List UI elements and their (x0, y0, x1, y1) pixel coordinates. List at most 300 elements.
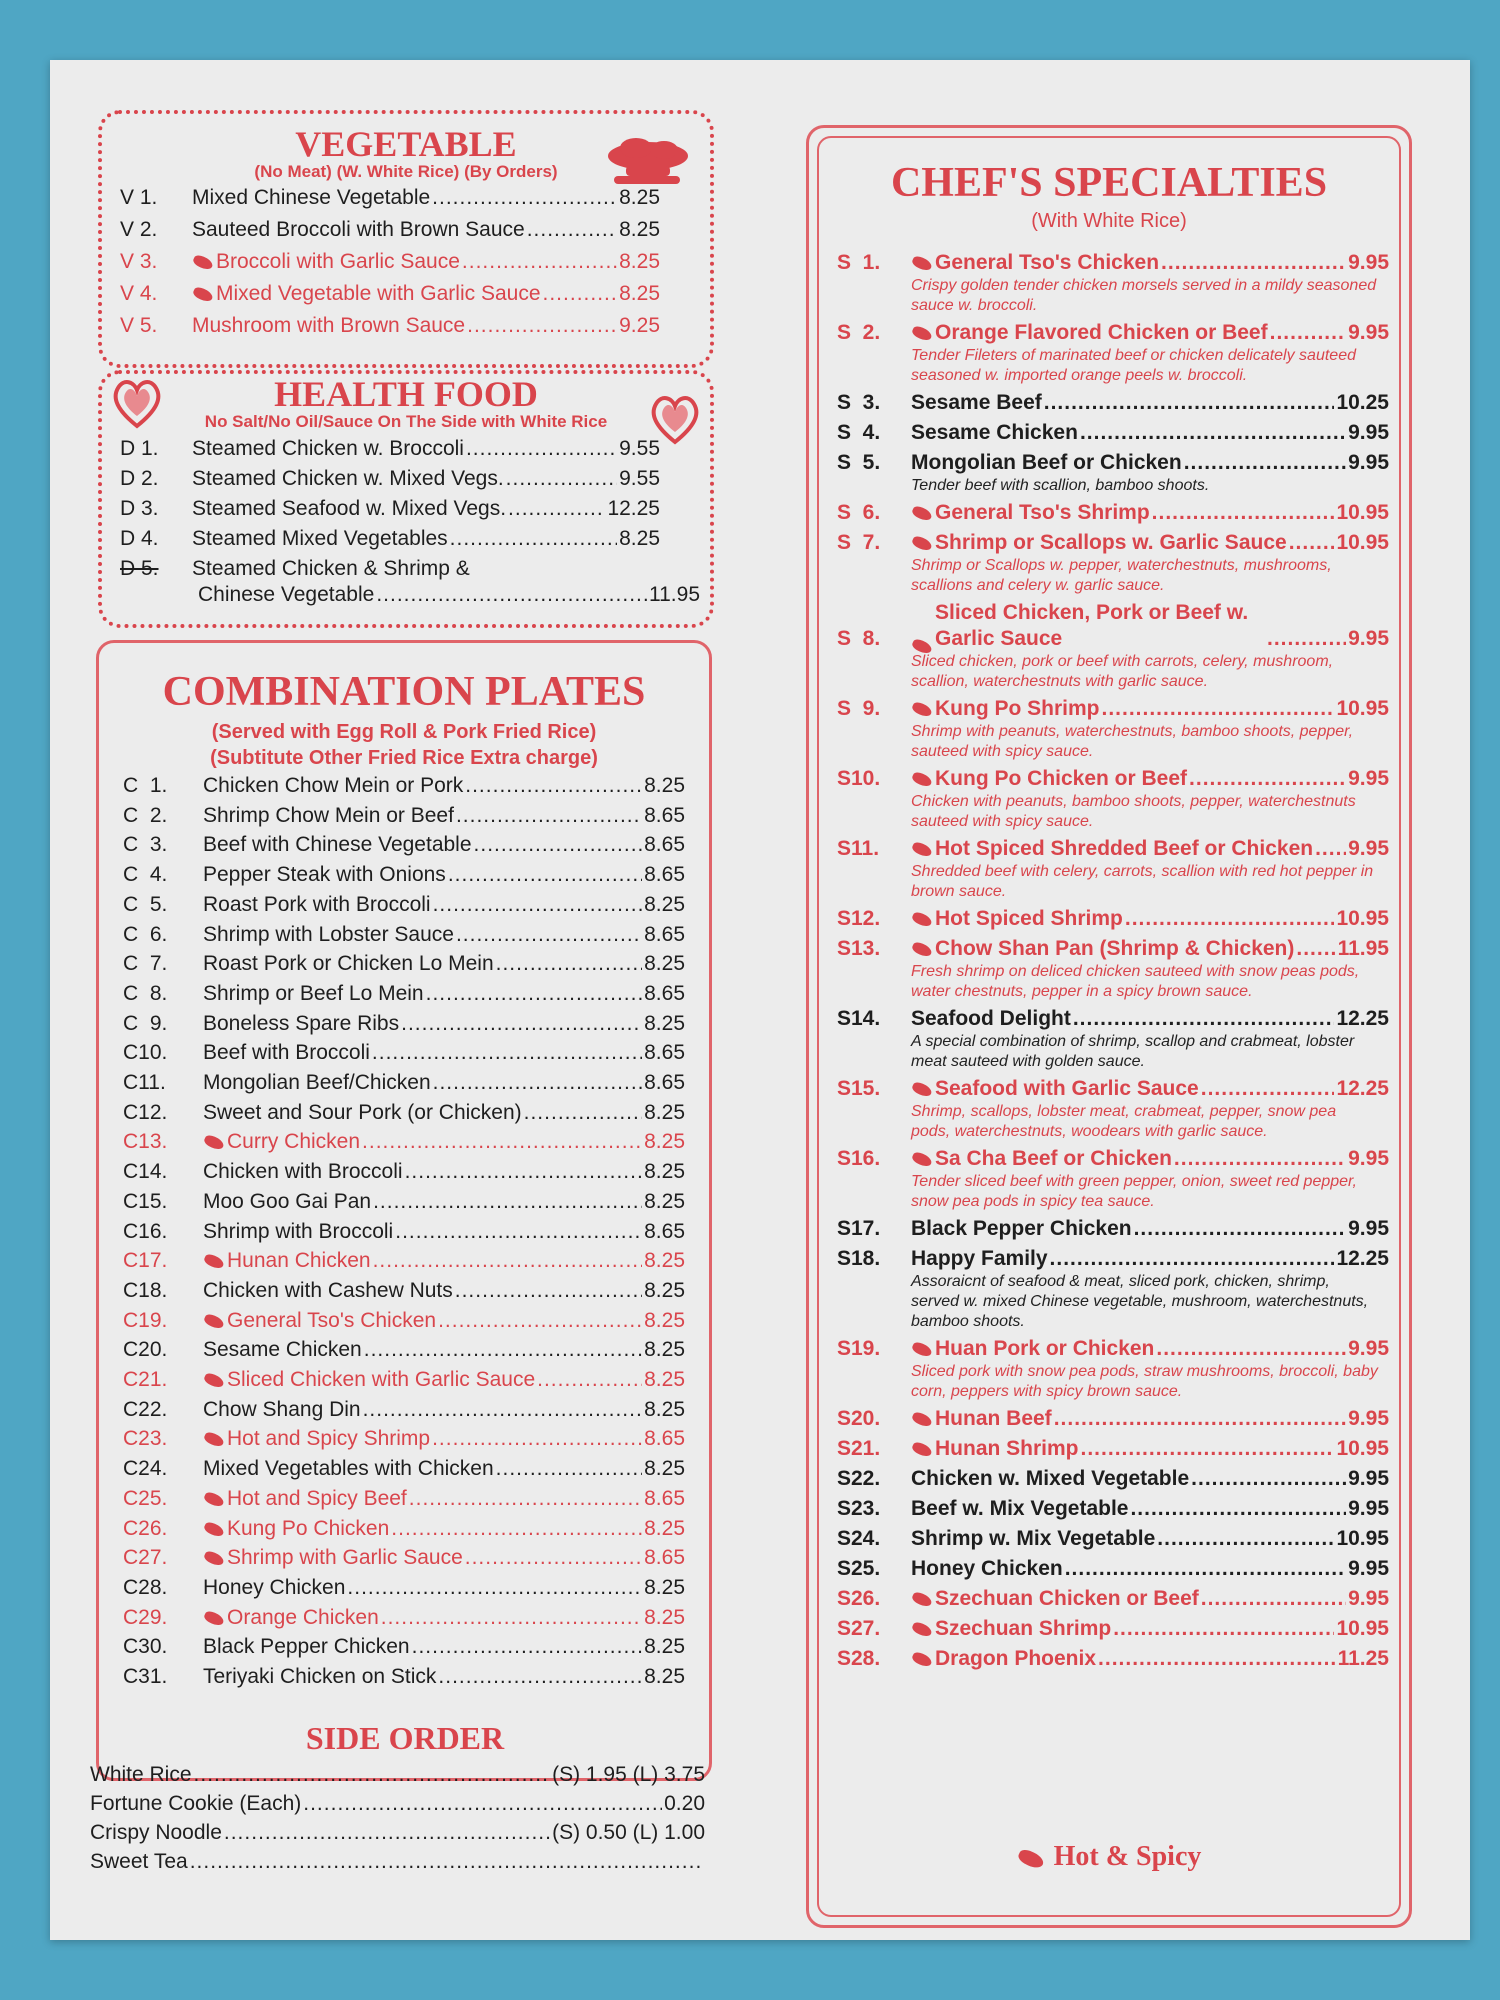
item-code: S24. (837, 1527, 881, 1550)
leader-dots (1152, 500, 1335, 526)
item-name: Black Pepper Chicken (911, 1217, 1132, 1240)
combination-item-line (123, 860, 685, 890)
leader-dots (363, 1395, 643, 1425)
leader-dots (1102, 696, 1335, 722)
chef-specialty-item-line (837, 696, 1389, 722)
hot-spicy-label: Hot & Spicy (1053, 1841, 1202, 1872)
chef-specialty-item (837, 1006, 1389, 1072)
item-code: C21. (123, 1368, 168, 1392)
item-code: S21. (837, 1437, 881, 1460)
item-code: C17. (123, 1249, 168, 1273)
side-order-item (90, 1847, 705, 1876)
item-name: Boneless Spare Ribs (203, 1011, 400, 1035)
vegetable-list (120, 182, 660, 342)
chef-specialties-title: CHEF'S SPECIALTIES (890, 160, 1328, 206)
chili-pepper-icon (911, 1440, 934, 1458)
combination-item-line (123, 1484, 685, 1514)
chili-pepper-icon (911, 700, 934, 718)
item-name: Happy Family (911, 1247, 1048, 1270)
item-code: S23. (837, 1497, 881, 1520)
item-price: 10.95 (1336, 697, 1389, 720)
item-name: Shrimp with Garlic Sauce (227, 1546, 463, 1570)
leader-dots (467, 310, 617, 342)
leader-dots (373, 1246, 643, 1276)
combination-item-line (123, 1127, 685, 1157)
item-description: Fresh shrimp on deliced chicken sauteed with snow peas pods, water chestnuts, pepper in a spicy brown sauce. (911, 963, 1360, 1000)
leader-dots (450, 524, 617, 554)
combination-item (123, 1603, 685, 1633)
chef-specialties-subtitle: (With White Rice) (1031, 210, 1187, 232)
chef-specialty-item-line (837, 1146, 1389, 1172)
item-name: Curry Chicken (227, 1130, 361, 1154)
chili-pepper-icon (203, 1253, 226, 1271)
chef-specialty-item-line (837, 1646, 1389, 1672)
leader-dots (1189, 766, 1346, 792)
item-code: C11. (123, 1071, 166, 1095)
item-price: 8.65 (644, 1546, 685, 1570)
item-name: Shrimp Chow Mein or Beef (203, 803, 454, 827)
combination-item (123, 1573, 685, 1603)
chef-specialty-item-line (837, 600, 1389, 652)
chili-pepper-icon (911, 254, 934, 272)
item-name: Mushroom with Brown Sauce (192, 314, 466, 337)
item-code: C 7. (123, 952, 168, 976)
item-code: S 9. (837, 697, 881, 720)
item-code: C 8. (123, 981, 168, 1005)
item-name: Steamed Chicken w. Mixed Vegs. (192, 467, 504, 490)
leader-dots (1156, 1336, 1346, 1362)
item-name: Hot and Spicy Shrimp (227, 1427, 431, 1451)
item-name: Chicken with Broccoli (203, 1160, 403, 1184)
item-name: Seafood with Garlic Sauce (935, 1077, 1199, 1100)
item-code: S15. (837, 1077, 881, 1100)
leader-dots (474, 830, 643, 860)
leader-dots (1296, 936, 1335, 962)
combination-item-line (123, 1514, 685, 1544)
item-name: Sesame Chicken (911, 421, 1078, 444)
combination-item (123, 1514, 685, 1544)
item-price: 9.95 (1348, 1467, 1389, 1490)
leader-dots (1098, 1646, 1336, 1672)
item-code: C31. (123, 1665, 168, 1689)
item-description: A special combination of shrimp, scallop and crabmeat, lobster meat sauteed with golden sauce. (911, 1033, 1355, 1070)
item-price: 8.65 (644, 1486, 685, 1510)
leader-dots (455, 1276, 642, 1306)
item-name: Chicken w. Mixed Vegetable (911, 1467, 1190, 1490)
item-code: S28. (837, 1647, 881, 1670)
item-price: 9.25 (619, 314, 660, 337)
item-code: C25. (123, 1486, 168, 1510)
chef-specialties-section (806, 125, 1412, 1928)
vegetable-item (120, 246, 660, 278)
chili-pepper-icon (911, 534, 934, 552)
vegetable-item-line (120, 278, 660, 310)
leader-dots (1174, 1146, 1346, 1172)
combination-item (123, 1395, 685, 1425)
item-name: Kung Po Shrimp (935, 697, 1100, 720)
item-code: S17. (837, 1217, 881, 1240)
health-food-item-line (120, 524, 660, 554)
item-name: Chicken with Cashew Nuts (203, 1278, 453, 1302)
health-d5-item (120, 556, 700, 608)
side-order-item-line (90, 1818, 705, 1847)
combination-item (123, 1632, 685, 1662)
item-price: 8.25 (644, 1368, 685, 1392)
combination-item-line (123, 1573, 685, 1603)
item-description: Sliced pork with snow pea pods, straw mushrooms, broccoli, baby corn, peppers with spicy brown sauce. (911, 1363, 1378, 1400)
leader-dots (190, 1847, 703, 1876)
item-name: Shrimp or Scallops w. Garlic Sauce (935, 531, 1287, 554)
item-price: 8.65 (644, 1071, 685, 1095)
item-name: Hunan Shrimp (935, 1437, 1079, 1460)
leader-dots (347, 1573, 642, 1603)
combination-item (123, 1454, 685, 1484)
item-code: S 5. (837, 451, 881, 474)
item-price: 9.95 (1348, 837, 1389, 860)
combination-item-line (123, 1424, 685, 1454)
item-code: C23. (123, 1427, 168, 1451)
item-code: V 3. (120, 250, 158, 273)
item-description: Sliced chicken, pork or beef with carrots, celery, mushroom, scallion, waterchestnuts with garlic sauce. (911, 653, 1334, 690)
item-price: 8.25 (644, 1278, 685, 1302)
chili-pepper-icon (192, 285, 215, 303)
vegetable-item (120, 214, 660, 246)
item-code: D 2. (120, 467, 159, 490)
chef-specialty-item-line (837, 1556, 1389, 1582)
item-name: Shrimp with Broccoli (203, 1219, 394, 1243)
item-name: General Tso's Shrimp (935, 501, 1150, 524)
leader-dots (391, 1514, 642, 1544)
health-food-item (120, 464, 660, 494)
item-price: 8.25 (619, 186, 660, 209)
item-price: 10.95 (1336, 1527, 1389, 1550)
item-name: Sweet and Sour Pork (or Chicken) (203, 1100, 522, 1124)
combination-item (123, 920, 685, 950)
health-food-item (120, 494, 660, 524)
combination-item-line (123, 801, 685, 831)
item-code: C 2. (123, 803, 168, 827)
leader-dots (1054, 1406, 1346, 1432)
item-name: Chinese Vegetable (198, 583, 375, 606)
item-name: Steamed Mixed Vegetables (192, 527, 448, 550)
chef-specialty-item (837, 766, 1389, 832)
item-code: S 1. (837, 251, 881, 274)
combination-item (123, 801, 685, 831)
combination-item-line (123, 1365, 685, 1395)
leader-dots (1080, 420, 1346, 446)
chef-specialty-item-line (837, 936, 1389, 962)
item-price: 9.95 (1348, 1497, 1389, 1520)
item-code: S 6. (837, 501, 881, 524)
item-price: 0.20 (664, 1792, 705, 1815)
item-price: 8.25 (644, 1130, 685, 1154)
item-code: S 2. (837, 321, 881, 344)
item-price: 9.95 (1348, 627, 1389, 650)
chef-specialty-item-line (837, 450, 1389, 476)
leader-dots (224, 1818, 550, 1847)
leader-dots (506, 464, 617, 494)
combination-item-line (123, 1632, 685, 1662)
combination-item-line (123, 1276, 685, 1306)
chef-specialty-item (837, 1436, 1389, 1462)
combination-item (123, 1543, 685, 1573)
item-name: Pepper Steak with Onions (203, 863, 446, 887)
side-order-list (90, 1760, 705, 1876)
leader-dots (405, 1157, 643, 1187)
chili-pepper-icon (203, 1371, 226, 1389)
item-code: S16. (837, 1147, 881, 1170)
leader-dots (373, 1187, 642, 1217)
item-price: 8.25 (644, 1605, 685, 1629)
item-price: 10.95 (1336, 531, 1389, 554)
leader-dots (1267, 626, 1346, 652)
leader-dots (537, 1365, 642, 1395)
item-price: 8.25 (644, 1160, 685, 1184)
combination-item (123, 1038, 685, 1068)
item-name: Beef w. Mix Vegetable (911, 1497, 1129, 1520)
item-price: 8.65 (644, 833, 685, 857)
combination-item (123, 1335, 685, 1365)
leader-dots (1184, 450, 1346, 476)
item-code: C 3. (123, 833, 168, 857)
item-code: D 1. (120, 437, 159, 460)
item-description: Tender sliced beef with green pepper, onion, sweet red pepper, snow pea pods in spicy tea sauce. (911, 1173, 1357, 1210)
item-price: 8.65 (644, 1041, 685, 1065)
item-price: 8.65 (644, 922, 685, 946)
leader-dots (438, 1306, 642, 1336)
chili-pepper-icon (911, 1080, 934, 1098)
side-order-item-line (90, 1760, 705, 1789)
item-price: 8.25 (619, 250, 660, 273)
item-code: S25. (837, 1557, 881, 1580)
chef-specialty-item-line (837, 320, 1389, 346)
combination-item-line (123, 1187, 685, 1217)
item-code: S27. (837, 1617, 881, 1640)
combination-subtitle-2: (Subtitute Other Fried Rice Extra charge) (210, 747, 598, 769)
item-price: 9.55 (619, 437, 660, 460)
item-code: S 4. (837, 421, 881, 444)
combination-item (123, 1009, 685, 1039)
combination-item-line (123, 1603, 685, 1633)
menu-page (50, 60, 1470, 1940)
leader-dots (1157, 1526, 1334, 1552)
health-food-item (120, 434, 660, 464)
chef-specialty-item (837, 696, 1389, 762)
item-code: C12. (123, 1100, 168, 1124)
side-order-item-line (90, 1789, 705, 1818)
leader-dots (508, 494, 605, 524)
item-price: 9.95 (1348, 1587, 1389, 1610)
leader-dots (1201, 1586, 1346, 1612)
chef-specialty-item-line (837, 906, 1389, 932)
combination-subtitle-1: (Served with Egg Roll & Pork Fried Rice) (211, 721, 597, 743)
chili-pepper-icon (911, 324, 934, 342)
chili-pepper-icon (911, 1620, 934, 1638)
item-code: S 7. (837, 531, 881, 554)
item-code: V 4. (120, 282, 158, 305)
chef-specialty-item (837, 1406, 1389, 1432)
heart-icon (112, 376, 162, 430)
item-code: C28. (123, 1575, 168, 1599)
item-price: 10.95 (1336, 501, 1389, 524)
leader-dots (527, 214, 617, 246)
item-code: C19. (123, 1308, 168, 1332)
combination-item (123, 1484, 685, 1514)
item-price: 9.55 (619, 467, 660, 490)
item-name: Honey Chicken (203, 1575, 346, 1599)
combination-item (123, 1424, 685, 1454)
item-code: S20. (837, 1407, 881, 1430)
combination-item (123, 771, 685, 801)
chili-pepper-icon (911, 1340, 934, 1358)
combination-item-line (123, 1543, 685, 1573)
item-code: C 1. (123, 774, 168, 797)
item-name: General Tso's Chicken (227, 1308, 437, 1332)
chef-specialty-item-line (837, 500, 1389, 526)
combination-item-line (123, 771, 685, 801)
item-code: C 5. (123, 892, 168, 916)
leader-dots (456, 801, 642, 831)
item-name: Szechuan Shrimp (935, 1617, 1112, 1640)
chef-specialty-item-line (837, 1006, 1389, 1032)
item-code: C14. (123, 1160, 168, 1184)
item-code: D 4. (120, 527, 159, 550)
combination-item (123, 1187, 685, 1217)
combination-item-line (123, 920, 685, 950)
leader-dots (426, 979, 643, 1009)
item-price: 8.25 (644, 1457, 685, 1481)
item-name: Crispy Noodle (90, 1821, 222, 1844)
chef-specialty-item-line (837, 1586, 1389, 1612)
leader-dots (1081, 1436, 1335, 1462)
leader-dots (448, 860, 642, 890)
item-price: 10.95 (1336, 1437, 1389, 1460)
leader-dots (1044, 390, 1335, 416)
chef-specialty-item (837, 1496, 1389, 1522)
chef-specialty-item (837, 320, 1389, 386)
combination-item-line (123, 890, 685, 920)
chef-specialty-item-line (837, 1076, 1389, 1102)
item-name: Chicken Chow Mein or Pork (203, 774, 464, 797)
item-description: Assoraicnt of seafood & meat, sliced pork, chicken, shrimp, served w. mixed Chinese vegetable, mushroom, waterchestnuts, bamboo shoots. (911, 1273, 1369, 1330)
health-food-item-line (120, 494, 660, 524)
item-code: C15. (123, 1189, 168, 1213)
combination-item-line (123, 1157, 685, 1187)
chef-specialty-item-line (837, 1496, 1389, 1522)
chili-pepper-icon (203, 1520, 226, 1538)
item-price: 8.25 (644, 1308, 685, 1332)
item-name: Orange Chicken (227, 1605, 379, 1629)
combination-item-line (123, 1662, 685, 1692)
chef-specialty-item (837, 906, 1389, 932)
item-name: Mongolian Beef/Chicken (203, 1071, 431, 1095)
combination-item-line (123, 949, 685, 979)
item-description: Tender Fileters of marinated beef or chicken delicately sauteed seasoned w. imported orange peels w. broccoli. (911, 347, 1356, 384)
leader-dots (543, 278, 618, 310)
chef-specialty-item (837, 1336, 1389, 1402)
chili-pepper-icon (911, 1410, 934, 1428)
combination-plates-section (96, 640, 712, 1781)
combination-item (123, 890, 685, 920)
chili-pepper-icon (911, 910, 934, 928)
item-description: Shrimp, scallops, lobster meat, crabmeat, pepper, snow pea pods, waterchestnuts, woodears with garlic sauce. (911, 1103, 1337, 1140)
combination-item-line (123, 1217, 685, 1247)
leader-dots (462, 246, 617, 278)
health-food-section (98, 370, 714, 628)
item-price: 9.95 (1348, 1147, 1389, 1170)
leader-dots (1050, 1246, 1335, 1272)
leader-dots (372, 1038, 642, 1068)
chili-pepper-icon (203, 1134, 226, 1152)
combination-item (123, 949, 685, 979)
item-description: Shredded beef with celery, carrots, scallion with red hot pepper in brown sauce. (911, 863, 1374, 900)
leader-dots (1065, 1556, 1346, 1582)
chili-pepper-icon (203, 1550, 226, 1568)
leader-dots (409, 1484, 642, 1514)
leader-dots (1134, 1216, 1347, 1242)
item-name: Shrimp w. Mix Vegetable (911, 1527, 1156, 1550)
item-price: 8.65 (644, 981, 685, 1005)
item-name: Steamed Chicken & Shrimp & (192, 557, 470, 580)
leader-dots (466, 434, 617, 464)
item-name: Dragon Phoenix (935, 1647, 1097, 1670)
item-name: Teriyaki Chicken on Stick (203, 1665, 437, 1689)
chef-specialty-item (837, 1556, 1389, 1582)
item-price: 9.95 (1348, 1557, 1389, 1580)
vegetable-title: VEGETABLE (295, 124, 517, 164)
item-code: C13. (123, 1130, 168, 1154)
combination-item-line (123, 1395, 685, 1425)
item-code: S13. (837, 937, 881, 960)
chef-specialty-item-line (837, 1216, 1389, 1242)
health-food-item-line (120, 464, 660, 494)
item-price: 8.25 (644, 1249, 685, 1273)
leader-dots (496, 949, 642, 979)
health-food-item-line (120, 434, 660, 464)
item-code: C24. (123, 1457, 168, 1481)
combination-item (123, 979, 685, 1009)
combination-item (123, 1246, 685, 1276)
item-code: C30. (123, 1635, 168, 1659)
item-name: Steamed Seafood w. Mixed Vegs. (192, 497, 507, 520)
leader-dots (1270, 320, 1347, 346)
item-price: 10.95 (1336, 1617, 1389, 1640)
item-price: 8.25 (619, 282, 660, 305)
health-food-subtitle: No Salt/No Oil/Sauce On The Side with White Rice (204, 412, 608, 431)
item-price: 11.95 (649, 583, 700, 606)
item-price: 8.65 (644, 1219, 685, 1243)
combination-list (123, 771, 685, 1692)
item-code: D 5. (120, 557, 159, 580)
item-name: Broccoli with Garlic Sauce (216, 250, 460, 273)
combination-item (123, 1662, 685, 1692)
chef-specialty-item-line (837, 1436, 1389, 1462)
item-code: S10. (837, 767, 881, 790)
chef-specialty-item (837, 1146, 1389, 1212)
combination-item-line (123, 979, 685, 1009)
item-name: Seafood Delight (911, 1007, 1071, 1030)
item-code: S22. (837, 1467, 881, 1490)
item-description: Crispy golden tender chicken morsels served in a mildy seasoned sauce w. broccoli. (911, 277, 1377, 314)
chef-specialty-item (837, 1216, 1389, 1242)
item-name: Hot Spiced Shredded Beef or Chicken (935, 837, 1314, 860)
item-code: C29. (123, 1605, 168, 1629)
side-order-item (90, 1789, 705, 1818)
item-name: Huan Pork or Chicken (935, 1337, 1155, 1360)
leader-dots (1130, 1496, 1346, 1522)
chili-pepper-icon (911, 770, 934, 788)
combination-item-line (123, 1098, 685, 1128)
